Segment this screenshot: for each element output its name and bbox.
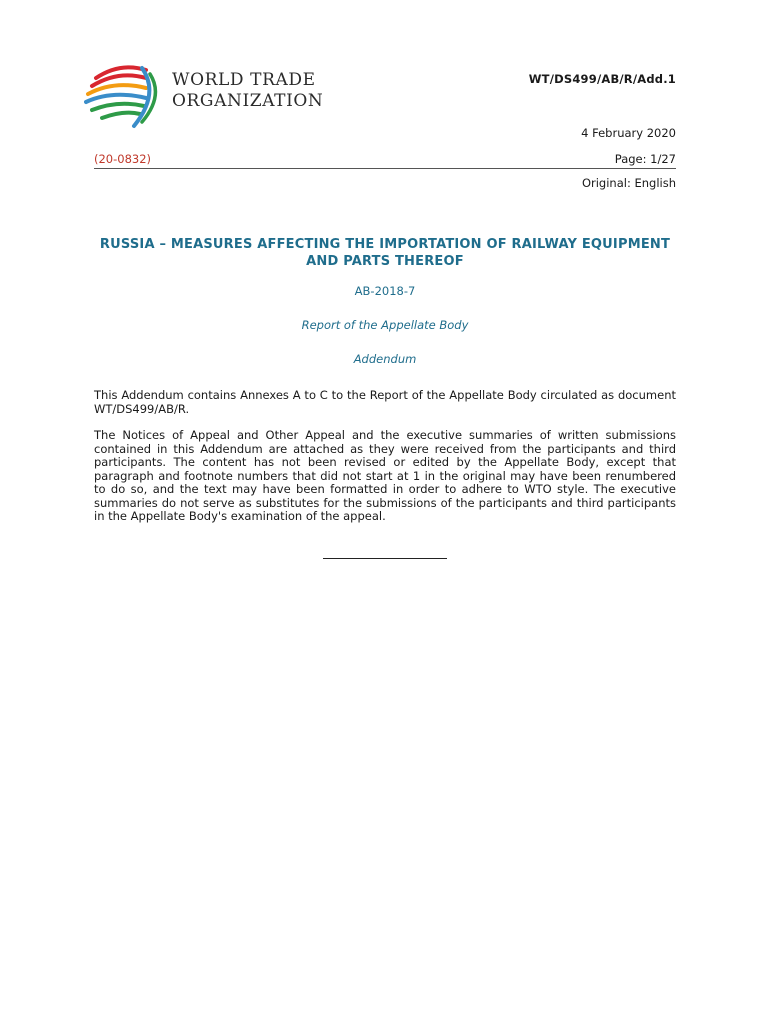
case-number: AB-2018-7 (354, 284, 416, 298)
document-date: 4 February 2020 (581, 126, 676, 140)
paragraph-notice: The Notices of Appeal and Other Appeal and the executive summaries of written submissions contained in this Addendum are attached as they were received from the participants and third participants. The content has not been revised or edited by the Appellate Body, except that paragraph and footnote numbers that did not start at 1 in the original may have been renumbered to do so, and the text may have been formatted in order to adhere to WTO style. The executive summaries do not serve as substitutes for the submissions of the participants and third participants in the Appellate Body's examination of the appeal. (94, 428, 676, 523)
document-title: RUSSIA – MEASURES AFFECTING THE IMPORTATION OF RAILWAY EQUIPMENT AND PARTS THEREOF (99, 237, 671, 269)
document-symbol: WT/DS499/AB/R/Add.1 (528, 72, 676, 86)
wto-emblem-icon (84, 60, 164, 130)
logo-line-2: ORGANIZATION (172, 91, 324, 111)
logo-line-1: WORLD TRADE (172, 70, 316, 90)
report-title: Report of the Appellate Body (301, 318, 469, 332)
original-language: Original: English (581, 176, 676, 190)
wto-logo (84, 60, 334, 130)
addendum-label: Addendum (353, 352, 417, 366)
end-divider (323, 558, 447, 559)
document-number: (20-0832) (94, 152, 152, 166)
logo-wordmark (172, 70, 323, 112)
page-indicator: Page: 1/27 (614, 152, 676, 166)
header-divider (94, 168, 676, 169)
paragraph-intro: This Addendum contains Annexes A to C to the Report of the Appellate Body circulated as document WT/DS499/AB/R. (94, 388, 676, 416)
